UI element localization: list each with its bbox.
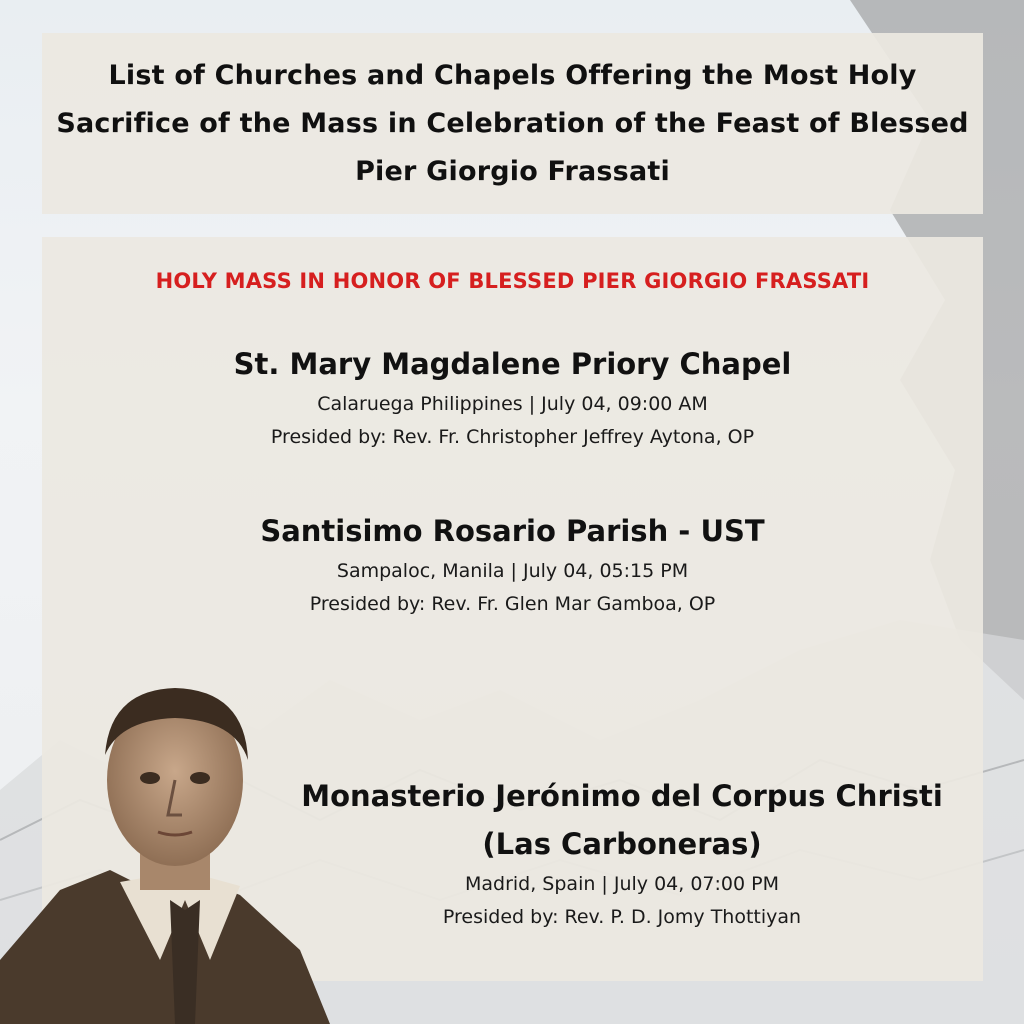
mass-entry <box>42 340 983 454</box>
location-time: Madrid, Spain | July 04, 07:00 PM <box>464 873 779 895</box>
presider: Presided by: Rev. P. D. Jomy Thottiyan <box>442 906 802 928</box>
church-name: St. Mary Magdalene Priory Chapel <box>233 347 792 381</box>
location-time: Sampaloc, Manila | July 04, 05:15 PM <box>336 560 689 582</box>
location-time: Calaruega Philippines | July 04, 09:00 AM <box>317 393 708 415</box>
portrait-photo <box>0 660 370 1024</box>
church-name: Santisimo Rosario Parish - UST <box>260 514 765 548</box>
mass-entry <box>42 507 983 621</box>
church-name: Monasterio Jerónimo del Corpus Christi (Las Carboneras) <box>301 779 943 861</box>
page-title: List of Churches and Chapels Offering the Most Holy Sacrifice of the Mass in Celebration of the Feast of Blessed Pier Giorgio Frassati <box>56 59 969 187</box>
presider: Presided by: Rev. Fr. Christopher Jeffrey Aytona, OP <box>270 426 755 448</box>
mass-entry <box>282 772 962 934</box>
title-banner <box>42 33 983 214</box>
section-heading: HOLY MASS IN HONOR OF BLESSED PIER GIORGIO FRASSATI <box>155 269 870 293</box>
presider: Presided by: Rev. Fr. Glen Mar Gamboa, OP <box>309 593 716 615</box>
